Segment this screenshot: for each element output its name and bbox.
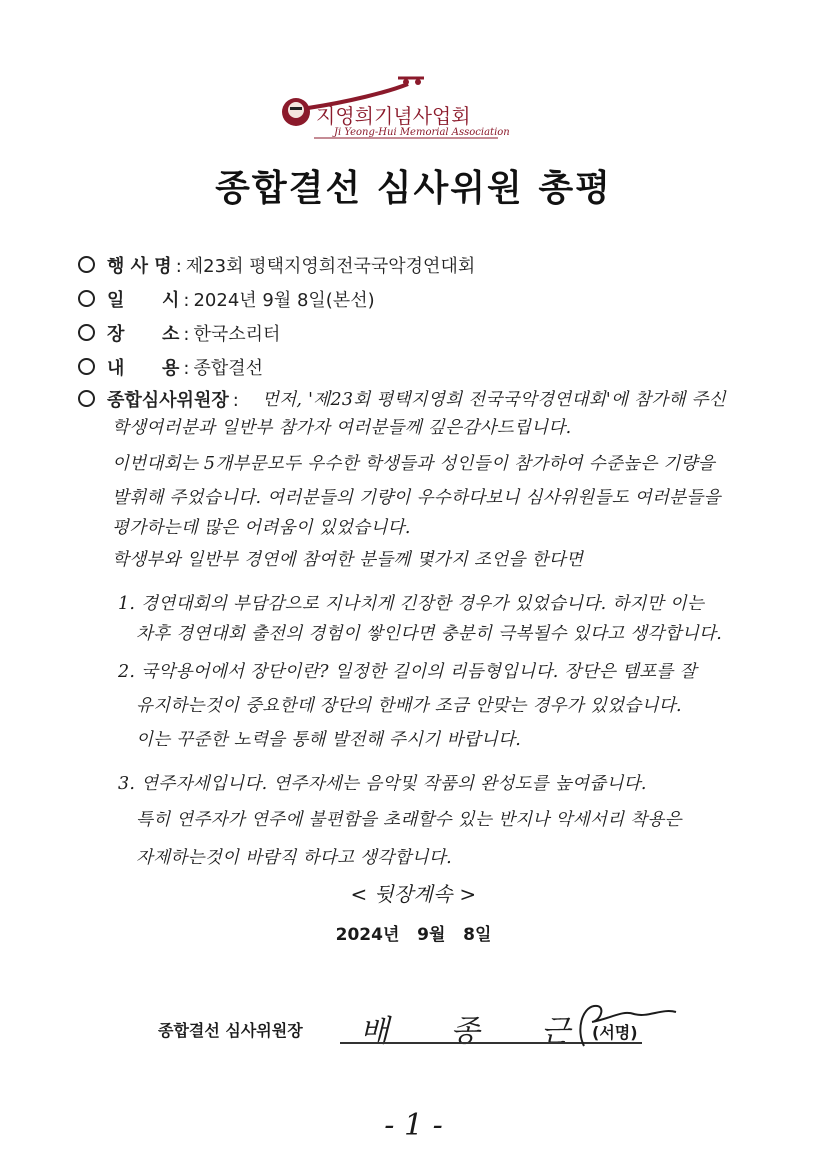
info-value: 제23회 평택지영희전국국악경연대회 — [185, 256, 476, 277]
review-line: 먼저, '제23회 평택지영희 전국국악경연대회'에 참가해 주신 — [262, 390, 726, 410]
info-label: 일 시 — [107, 290, 180, 311]
info-row-event: 행 사 명 : 제23회 평택지영희전국국악경연대회 — [78, 252, 475, 278]
review-line: 1. 경연대회의 부담감으로 지나치게 긴장한 경우가 있었습니다. 하지만 이는 — [118, 594, 705, 614]
continued-note: < 뒷장계속 > — [350, 882, 477, 906]
bullet-circle-icon — [78, 324, 95, 341]
info-label: 내 용 — [107, 358, 180, 379]
review-line: 3. 연주자세입니다. 연주자세는 음악및 작품의 완성도를 높여줍니다. — [118, 774, 647, 794]
review-line: 이는 꾸준한 노력을 통해 발전해 주시기 바랍니다. — [136, 730, 522, 750]
info-label: 행 사 명 — [107, 256, 172, 277]
signature-name: 배 종 근 — [360, 1014, 597, 1049]
review-label: 종합심사위원장 — [107, 390, 229, 411]
review-line: 이번대회는 5개부문모두 우수한 학생들과 성인들이 참가하여 수준높은 기량을 — [112, 454, 716, 474]
signature-seal: (서명) — [592, 1023, 638, 1042]
bullet-circle-icon — [78, 358, 95, 375]
info-value: 한국소리터 — [193, 324, 281, 345]
page-number: - 1 - — [384, 1108, 443, 1143]
review-line: 학생여러분과 일반부 참가자 여러분들께 깊은감사드립니다. — [112, 418, 572, 438]
info-row-content: 내 용 : 종합결선 — [78, 354, 263, 380]
review-line: 자제하는것이 바람직 하다고 생각합니다. — [136, 848, 452, 868]
info-value: 종합결선 — [193, 358, 264, 379]
info-row-date: 일 시 : 2024년 9월 8일(본선) — [78, 286, 375, 312]
info-row-review: 종합심사위원장 : — [78, 386, 243, 412]
document-title: 종합결선 심사위원 총평 — [215, 168, 612, 209]
document-date: 2024년 9월 8일 — [335, 925, 492, 945]
review-line: 평가하는데 많은 어려움이 있었습니다. — [112, 518, 411, 538]
bullet-circle-icon — [78, 390, 95, 407]
logo-english-name: Ji Yeong-Hui Memorial Association — [334, 127, 510, 138]
review-line: 차후 경연대회 출전의 경험이 쌓인다면 충분히 극복될수 있다고 생각합니다. — [136, 624, 723, 644]
review-line: 유지하는것이 중요한데 장단의 한배가 조금 안맞는 경우가 있었습니다. — [136, 696, 682, 716]
bullet-circle-icon — [78, 256, 95, 273]
review-line: 발휘해 주었습니다. 여러분들의 기량이 우수하다보니 심사위원들도 여러분들을 — [112, 488, 721, 508]
logo-korean-name: 지영희기념사업회 — [316, 104, 471, 128]
info-row-venue: 장 소 : 한국소리터 — [78, 320, 280, 346]
review-line: 학생부와 일반부 경연에 참여한 분들께 몇가지 조언을 한다면 — [112, 550, 584, 570]
review-line: 2. 국악용어에서 장단이란? 일정한 길이의 리듬형입니다. 장단은 템포를 잘 — [118, 662, 697, 682]
review-line: 특히 연주자가 연주에 불편함을 초래할수 있는 반지나 악세서리 착용은 — [136, 810, 682, 830]
bullet-circle-icon — [78, 290, 95, 307]
signature-label: 종합결선 심사위원장 — [158, 1021, 303, 1040]
info-label: 장 소 — [107, 324, 180, 345]
association-logo — [278, 74, 518, 144]
info-value: 2024년 9월 8일(본선) — [193, 290, 375, 311]
